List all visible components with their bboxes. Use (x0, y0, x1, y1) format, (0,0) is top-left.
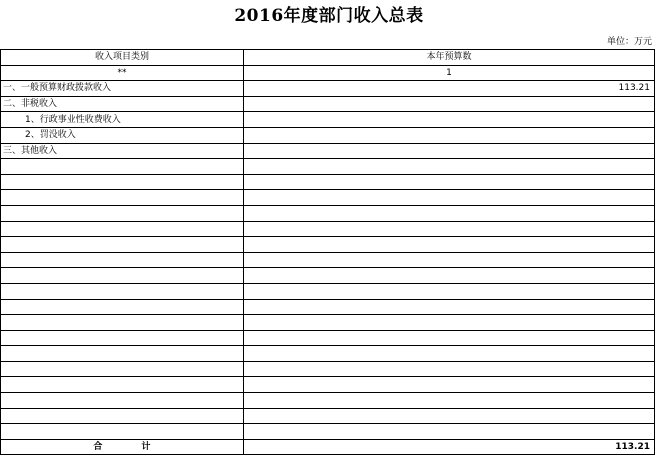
empty-cell[interactable] (1, 283, 244, 299)
empty-row (1, 299, 655, 315)
empty-row (1, 346, 655, 362)
empty-cell[interactable] (1, 252, 244, 268)
empty-cell[interactable] (244, 268, 655, 284)
empty-cell[interactable] (244, 393, 655, 409)
empty-row (1, 330, 655, 346)
empty-cell[interactable] (244, 299, 655, 315)
empty-cell[interactable] (244, 361, 655, 377)
empty-row (1, 237, 655, 253)
empty-cell[interactable] (1, 159, 244, 175)
empty-row (1, 408, 655, 424)
empty-row (1, 361, 655, 377)
empty-cell[interactable] (1, 346, 244, 362)
empty-cell[interactable] (244, 190, 655, 206)
empty-cell[interactable] (244, 330, 655, 346)
header-row (1, 50, 655, 66)
table-row (1, 112, 655, 128)
empty-cell[interactable] (244, 174, 655, 190)
empty-cell[interactable] (1, 377, 244, 393)
revenue-table (0, 49, 655, 455)
category-cell[interactable]: 二、非税收入 (1, 96, 244, 112)
empty-cell[interactable] (1, 315, 244, 331)
empty-cell[interactable] (1, 174, 244, 190)
empty-row (1, 205, 655, 221)
empty-row (1, 174, 655, 190)
amount-cell[interactable] (244, 127, 655, 143)
table-row (1, 143, 655, 159)
empty-cell[interactable] (1, 408, 244, 424)
empty-row (1, 283, 655, 299)
empty-cell[interactable] (1, 190, 244, 206)
empty-row (1, 315, 655, 331)
empty-cell[interactable] (1, 424, 244, 440)
amount-cell[interactable] (244, 143, 655, 159)
index-cell-category[interactable]: ** (1, 65, 244, 81)
header-category[interactable]: 收入项目类别 (1, 50, 244, 66)
empty-row (1, 252, 655, 268)
empty-cell[interactable] (244, 283, 655, 299)
empty-row (1, 424, 655, 440)
empty-cell[interactable] (244, 377, 655, 393)
empty-cell[interactable] (1, 330, 244, 346)
empty-row (1, 221, 655, 237)
category-cell[interactable]: 1、行政事业性收费收入 (1, 112, 244, 128)
page-title: 2016年度部门收入总表 (234, 6, 424, 26)
category-cell[interactable]: 三、其他收入 (1, 143, 244, 159)
empty-cell[interactable] (244, 346, 655, 362)
total-amount-cell[interactable]: 113.21 (244, 439, 655, 455)
empty-cell[interactable] (244, 205, 655, 221)
empty-cell[interactable] (244, 159, 655, 175)
empty-cell[interactable] (244, 408, 655, 424)
empty-cell[interactable] (244, 252, 655, 268)
empty-cell[interactable] (244, 424, 655, 440)
empty-cell[interactable] (1, 361, 244, 377)
table-row (1, 96, 655, 112)
empty-cell[interactable] (1, 221, 244, 237)
empty-row (1, 377, 655, 393)
empty-cell[interactable] (244, 237, 655, 253)
empty-cell[interactable] (1, 237, 244, 253)
total-label-cell[interactable]: 合 计 (1, 439, 244, 455)
category-cell[interactable]: 一、一般预算财政拨款收入 (1, 81, 244, 97)
total-row (1, 439, 655, 455)
empty-row (1, 268, 655, 284)
amount-cell[interactable]: 113.21 (244, 81, 655, 97)
empty-cell[interactable] (1, 393, 244, 409)
category-cell[interactable]: 2、罚没收入 (1, 127, 244, 143)
amount-cell[interactable] (244, 112, 655, 128)
empty-row (1, 393, 655, 409)
empty-row (1, 159, 655, 175)
unit-label: 单位：万元 (606, 37, 652, 47)
index-cell-amount[interactable]: 1 (244, 65, 655, 81)
table-row (1, 127, 655, 143)
amount-cell[interactable] (244, 96, 655, 112)
empty-cell[interactable] (1, 205, 244, 221)
empty-cell[interactable] (1, 299, 244, 315)
empty-cell[interactable] (1, 268, 244, 284)
header-amount[interactable]: 本年预算数 (244, 50, 655, 66)
empty-cell[interactable] (244, 221, 655, 237)
empty-row (1, 190, 655, 206)
index-row (1, 65, 655, 81)
empty-cell[interactable] (244, 315, 655, 331)
table-row (1, 81, 655, 97)
